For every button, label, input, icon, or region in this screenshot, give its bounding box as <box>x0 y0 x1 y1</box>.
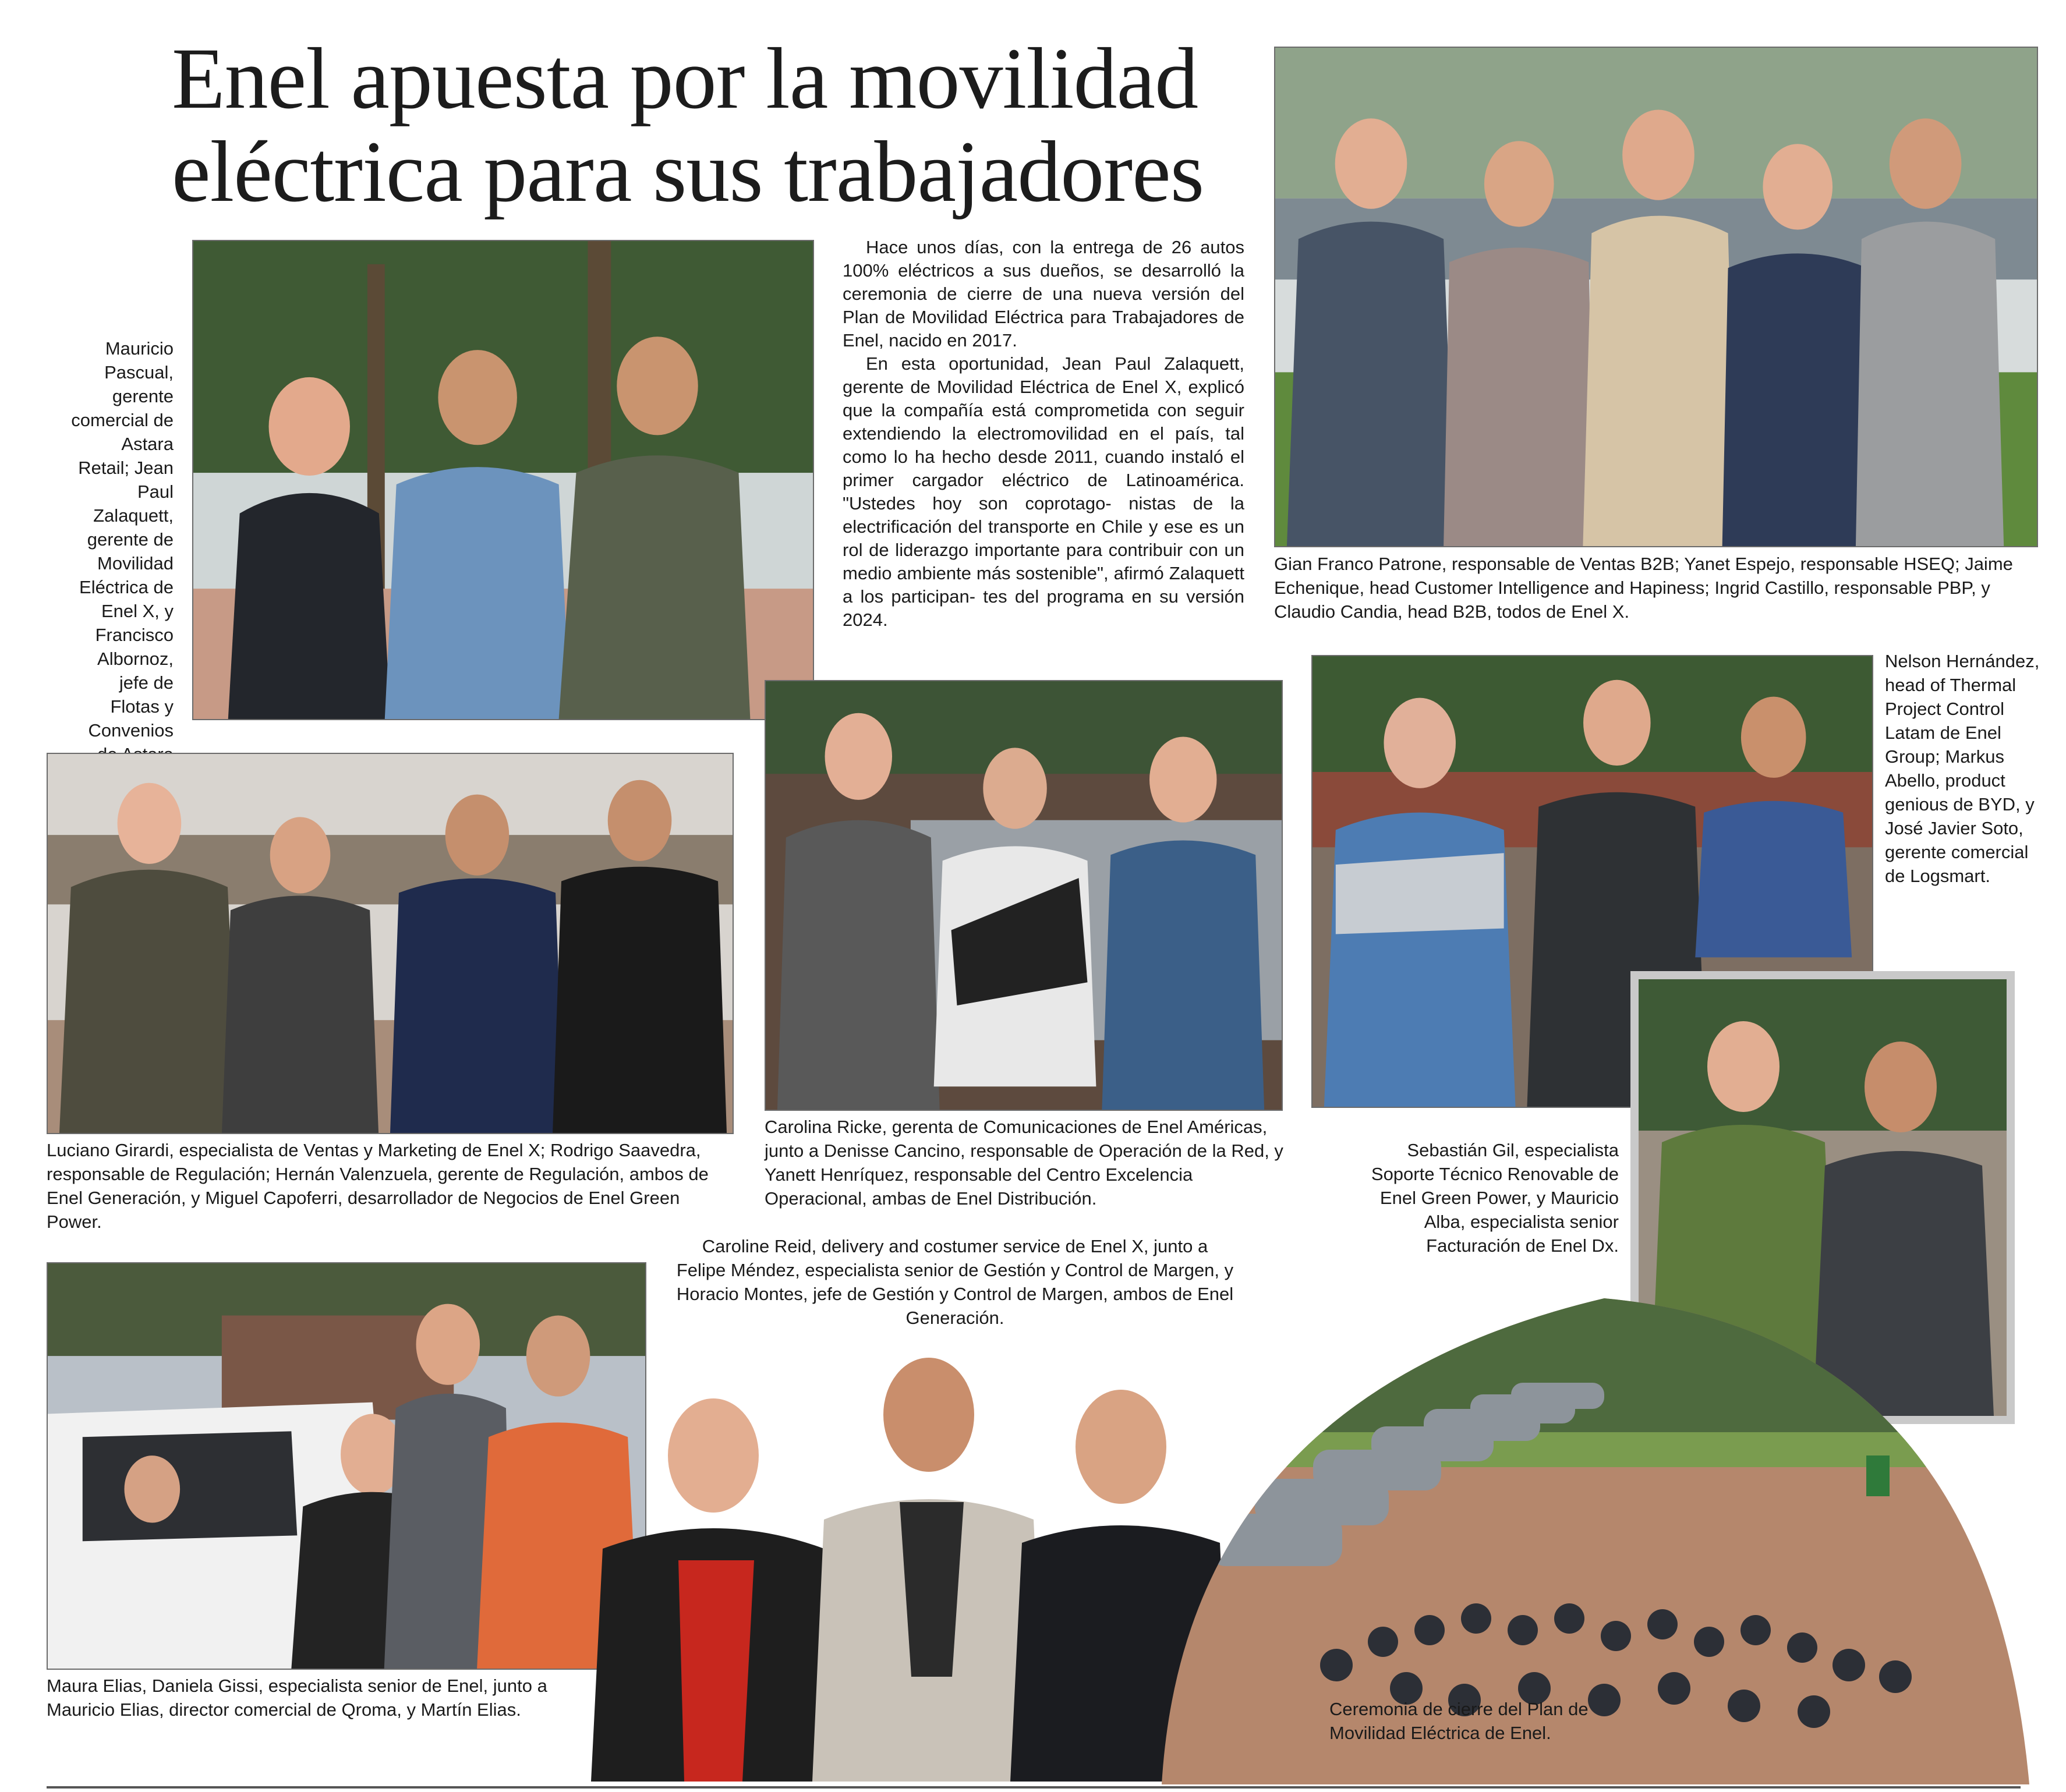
headline <box>172 32 1249 218</box>
caption-photo-5: Nelson Hernández, head of Thermal Project Control Latam de Enel Group; Markus Abello, product genious de BYD, y José Javier Soto, gerente comercial de Logsmart. <box>1885 651 2040 886</box>
caption-photo-3: Luciano Girardi, especialista de Ventas y Marketing de Enel X; Rodrigo Saavedra, responsable de Regulación; Hernán Valenzuela, gerente de Regulación, ambos de Enel Generación, y Miguel Capoferri, desarrollador de Negocios de Enel Green Power. <box>47 1140 709 1232</box>
photo-enel-generacion-team <box>47 753 734 1134</box>
headline-line-1: Enel apuesta por la movilidad <box>172 30 1198 127</box>
caption-photo-1: Mauricio Pascual, gerente comercial de Astara Retail; Jean Paul Zalaquett, gerente de Movilidad Eléctrica de Enel X, y Francisco Albornoz, jefe de Flotas y Convenios <box>71 338 174 741</box>
article-paragraph: Hace unos días, con la entrega de 26 autos 100% eléctricos a sus dueños, se desarrolló la ceremonia de cierre de una nueva versión del Plan de Movilidad Eléctrica para Trabajadores de Enel, nacido en 2017. <box>843 237 1244 350</box>
article-body <box>843 236 1244 632</box>
caption-photo-2: Gian Franco Patrone, responsable de Ventas B2B; Yanet Espejo, responsable HSEQ; Jaime Echenique, head Customer Intelligence and Hapiness; Ingrid Castillo, responsable PBP, y Claudio Candia, head B2B, todos de Enel X. <box>1274 554 2013 622</box>
photo-enel-distribucion-team <box>765 680 1283 1111</box>
article-paragraph: En esta oportunidad, Jean Paul Zalaquett, gerente de Movilidad Eléctrica de Enel X, explicó que la compañía está comprometida con seguir extendiendo la electromovilidad en el país, tal como lo ha hecho desde 2011, cuando instaló el primer cargador eléctrico de Latinoamérica. "Ustedes hoy son coprotago- nistas de la electrificación del transporte en Chile y ese es un rol de liderazgo importante para contribuir con un medio ambiente más sostenible", afirmó Zalaquett a los participan- tes del programa en su versión 2024. <box>843 353 1244 630</box>
caption-photo-8: Maura Elias, Daniela Gissi, especialista senior de Enel, junto a Mauricio Elias, director comercial de Qroma, y Martín Elias. <box>47 1676 547 1720</box>
headline-line-2: eléctrica para sus trabajadores <box>172 123 1204 220</box>
caption-photo-7: Caroline Reid, delivery and costumer service de Enel X, junto a Felipe Méndez, especialista senior de Gestión y Control de Margen, y Horacio Montes, jefe de Gestión y Control de Margen, ambos de Enel Generación. <box>676 1236 1234 1328</box>
photo-astara-enel-x <box>192 240 814 720</box>
photo-elias-family <box>47 1262 646 1670</box>
photo-enel-x-team <box>1274 47 2038 547</box>
caption-photo-6: Sebastián Gil, especialista Soporte Técnico Renovable de Enel Green Power, y Mauricio Alba, especialista senior Facturación de Enel Dx. <box>1371 1140 1619 1256</box>
caption-photo-4: Carolina Ricke, gerenta de Comunicaciones de Enel Américas, junto a Denisse Cancino, responsable de Operación de la Red, y Yanett Henríquez, responsable del Centro Excelencia Operacional, ambas de Enel Distribución. <box>765 1117 1283 1209</box>
page-bottom-rule <box>47 1786 2021 1789</box>
caption-photo-9: Ceremonia de cierre del Plan de Movilidad Eléctrica de Enel. <box>1329 1699 1589 1743</box>
